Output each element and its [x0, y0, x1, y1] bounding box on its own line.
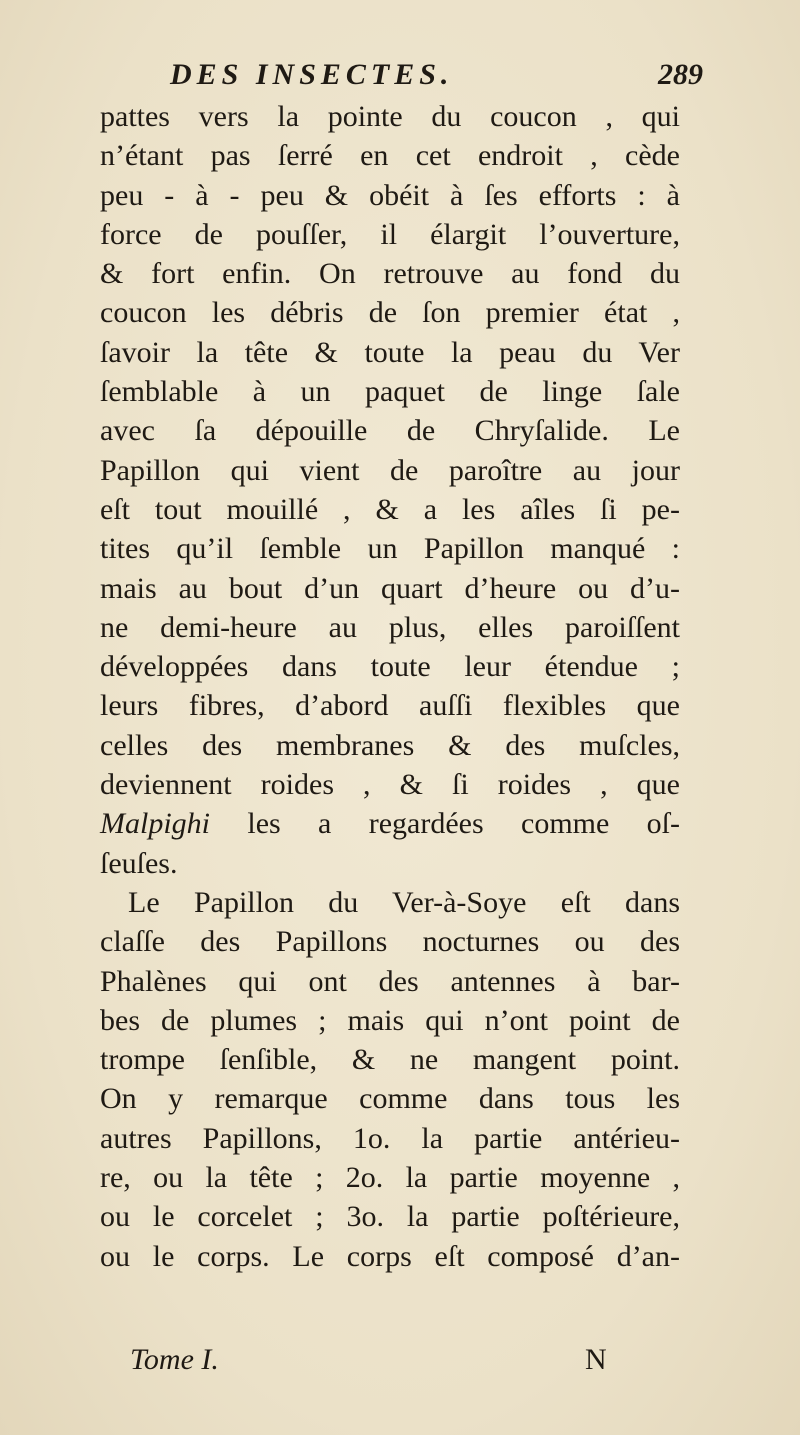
text-line [100, 254, 680, 293]
line-text: Le Papillon du Ver-à-Soye eſt dans [128, 885, 680, 919]
text-line [100, 1040, 680, 1079]
page-number: 289 [658, 58, 703, 91]
text-line [100, 529, 680, 568]
line-text: avec ſa dépouille de Chryſalide. Le [100, 414, 680, 448]
text-line [100, 922, 680, 961]
running-title: DES INSECTES. [170, 58, 454, 91]
line-text: trompe ſenſible, & ne mangent point. [100, 1043, 680, 1077]
text-line [100, 411, 680, 450]
text-line [100, 333, 680, 372]
text-line [100, 372, 680, 411]
line-text: Papillon qui vient de paroître au jour [100, 453, 680, 487]
line-text: Phalènes qui ont des antennes à bar- [100, 964, 680, 998]
line-text: ne demi-heure au plus, elles paroiſſent [100, 610, 680, 644]
line-text: deviennent roides , & ſi roides , que [100, 768, 680, 802]
text-line [100, 765, 680, 804]
line-text: leurs fibres, d’abord auſſi flexibles que [100, 689, 680, 723]
line-text: tites qu’il ſemble un Papillon manqué : [100, 532, 680, 566]
text-line [100, 1001, 680, 1040]
text-line [100, 686, 680, 725]
page-footer [0, 1343, 800, 1383]
line-text: eſt tout mouillé , & a les aîles ſi pe- [100, 492, 680, 526]
line-text: autres Papillons, 1o. la partie antérieu- [100, 1121, 680, 1155]
line-text: ſeuſes. [100, 846, 178, 880]
text-line [100, 883, 680, 922]
line-text: n’étant pas ſerré en cet endroit , cède [100, 139, 680, 173]
line-text: coucon les débris de ſon premier état , [100, 296, 680, 330]
text-line [100, 215, 680, 254]
line-text: peu - à - peu & obéit à ſes efforts : à [100, 178, 680, 212]
line-text: On y remarque comme dans tous les [100, 1082, 680, 1116]
line-text: re, ou la tête ; 2o. la partie moyenne , [100, 1161, 680, 1195]
text-line [100, 962, 680, 1001]
text-line [100, 1119, 680, 1158]
line-text: celles des membranes & des muſcles, [100, 728, 680, 762]
text-line [100, 176, 680, 215]
line-text: pattes vers la pointe du coucon , qui [100, 100, 680, 133]
text-line [100, 97, 680, 136]
page-header [0, 58, 800, 98]
line-text: ſavoir la tête & toute la peau du Ver [100, 335, 680, 369]
volume-label: Tome I. [130, 1343, 219, 1376]
line-text: ou le corps. Le corps eſt composé d’an- [100, 1239, 680, 1273]
line-text: & fort enfin. On retrouve au fond du [100, 257, 680, 291]
text-line [100, 1237, 680, 1276]
text-line [100, 1079, 680, 1118]
text-line [100, 647, 680, 686]
line-text: force de pouſſer, il élargit l’ouverture, [100, 217, 680, 251]
text-line [100, 1197, 680, 1236]
text-line [100, 608, 680, 647]
text-line [100, 569, 680, 608]
line-text: bes de plumes ; mais qui n’ont point de [100, 1003, 680, 1037]
text-line [100, 136, 680, 175]
italic-name: Malpighi [100, 807, 210, 841]
line-text: ſemblable à un paquet de linge ſale [100, 375, 680, 409]
line-text: mais au bout d’un quart d’heure ou d’u- [100, 571, 680, 605]
text-line [100, 490, 680, 529]
line-text: les a regardées comme oſ- [210, 807, 680, 841]
text-line [100, 1158, 680, 1197]
text-line [100, 293, 680, 332]
text-line [100, 726, 680, 765]
text-line [100, 804, 680, 843]
text-line [100, 451, 680, 490]
line-text: développées dans toute leur étendue ; [100, 650, 680, 684]
line-text: claſſe des Papillons nocturnes ou des [100, 925, 680, 959]
text-line [100, 844, 680, 883]
signature-mark: N [585, 1343, 607, 1376]
line-text: ou le corcelet ; 3o. la partie poſtérieure, [100, 1200, 680, 1234]
body-text [100, 97, 680, 1276]
